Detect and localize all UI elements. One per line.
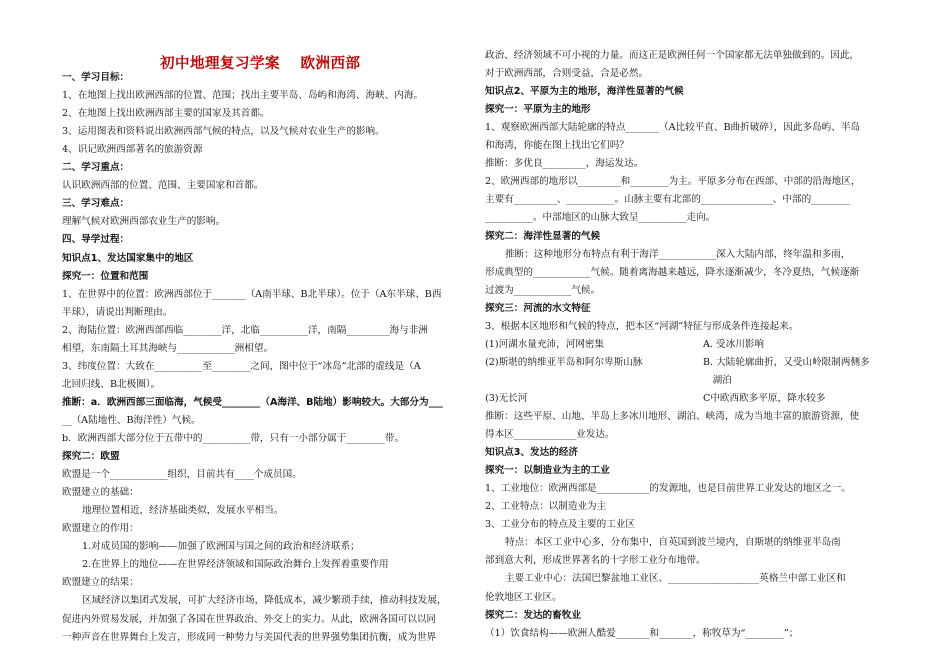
text-line: 推断：这种地形分布特点有利于海洋____________深入大陆内部，终年温和多雨， (505, 248, 851, 260)
text-line: 理解气候对欧洲西部农业生产的影响。 (62, 216, 226, 228)
text-line: 形成典型的____________气候。随着离海越来越远，降水逐渐减少，冬冷夏热，气候逐渐 (485, 266, 860, 278)
section-heading: 二、学习重点： (62, 162, 130, 174)
text-line: 主要工业中心：法国巴黎盆地工业区、___________________英格兰中部工业区和 (505, 573, 846, 585)
text-line: 1、工业地位：欧洲西部是___________的发源地，也是目前世界工业发达的地区之一。 (485, 483, 851, 495)
text-line: 2、工业特点：以制造业为主 (485, 501, 607, 513)
text-line: __________。中部地区的山脉大致呈__________走向。 (485, 212, 716, 224)
section-heading: 四、导学过程： (62, 234, 130, 246)
section-heading: 一、学习目标： (62, 72, 130, 83)
text-line: 欧盟建立的作用： (62, 523, 139, 535)
text-line: 3、纬度位置：大致在__________至________之间，图中位于“冰岛”北部的虚线是（A (62, 360, 421, 372)
text-line: __（A陆地性、B海洋性）气候。 (62, 414, 201, 426)
text-line (485, 357, 870, 369)
text-line: 政治、经济领域不可小视的力量。而这正是欧洲任何一个国家都无法单独做到的。因此， (485, 50, 860, 61)
text-line: 特点：本区工业中心多，分布集中，自英国到波兰境内，自斯堪的纳维亚半岛南 (505, 537, 841, 549)
text-line: 区域经济以集团式发展，可扩大经济市场，降低成本，减少繁琐手续，推动科技发展， (82, 595, 447, 607)
section-heading: 推断：a．欧洲西部三面临海，气候受________（A海洋、B陆地）影响较大。大部分为___ (62, 396, 443, 408)
section-heading: 探究二：欧盟 (62, 451, 120, 463)
match-left-item: (2)斯堪的纳维亚半岛和阿尔卑斯山脉 (485, 356, 643, 368)
section-heading: 知识点1、发达国家集中的地区 (62, 252, 194, 264)
text-line (485, 375, 732, 387)
text-line: 主要有_________、__________。山脉主要有北部的_______________、中部的________ (485, 194, 850, 206)
match-right-item: 湖泊 (703, 374, 732, 386)
match-left-item: (3)无长河 (485, 392, 528, 404)
text-line: 推断：这些平原、山地、半岛上多冰川地形、湖泊、峡湾，成为当地丰富的旅游资源，使 (485, 411, 860, 422)
match-left-item: (1)河湖水量充沛，河网密集 (485, 338, 605, 350)
text-line: 对于欧洲西部，合则受益，合是必然。 (485, 68, 649, 80)
text-line: 3、根据本区地形和气候的特点，把本区“河湖”特征与形成条件连接起来。 (485, 320, 799, 332)
text-line: 伦敦地区工业区。 (485, 591, 562, 603)
text-line: 1、观察欧洲西部大陆轮廓的特点_______（A比较平直、B曲折破碎），因此多岛屿、半岛 (485, 122, 861, 134)
text-line: 一种声音在世界舞台上发言，形成同一种势力与美国代表的世界强势集团抗衡，成为世界 (62, 631, 437, 643)
match-right-item: B. 大陆轮廓曲折，又受山岭限制两侧多 (703, 356, 870, 368)
match-right-item: A. 受冰川影响 (703, 338, 764, 350)
text-line: 相望，东南隔土耳其海峡与____________洲相望。 (62, 342, 274, 354)
text-line: （1）饮食结构——欧洲人酷爱_______和_______，称牧草为“________”； (485, 627, 799, 639)
text-line: 3、运用图表和资料说出欧洲西部气候的特点，以及气候对农业生产的影响。 (62, 126, 385, 138)
text-line: 过渡为____________气候。 (485, 284, 601, 296)
section-heading: 探究一：平原为主的地形 (485, 104, 591, 116)
text-line: 推断：多优良_________，海运发达。 (485, 158, 644, 170)
text-line: 半球），请说出判断理由。 (62, 306, 173, 318)
text-line: 欧盟是一个____________组织，目前共有____个成员国。 (62, 469, 302, 481)
text-line: 4、识记欧洲西部著名的旅游资源 (62, 144, 203, 156)
text-line (485, 393, 825, 405)
text-line: 认识欧洲西部的位置、范围、主要国家和首都。 (62, 180, 264, 192)
text-line: 2、海陆位置：欧洲西部西临________洋，北临__________洋，南隔_________海与非洲 (62, 324, 428, 336)
section-heading: 探究三：河流的水文特征 (485, 302, 591, 314)
page-title: 初中地理复习学案 欧洲西部 (160, 56, 361, 72)
match-right-item: C中欧西欧多平原，降水较多 (703, 392, 826, 404)
section-heading: 探究二：海洋性显著的气候 (485, 230, 601, 242)
text-line: 欧盟建立的基础： (62, 487, 139, 499)
text-line: 2、欧洲西部的地形以_________和________为主。平原多分布在西部、中部的沿海地区， (485, 176, 861, 188)
text-line: 北回归线、B北极圈）。 (62, 378, 161, 390)
text-line: 地理位置相近，经济基础类似，发展水平相当。 (82, 505, 284, 517)
text-line: 3、工业分布的特点及主要的工业区 (485, 519, 636, 531)
section-heading: 探究二：发达的畜牧业 (485, 609, 581, 621)
text-line: 1、在地图上找出欧洲西部的位置、范围；找出主要半岛、岛屿和海湾、海峡、内海。 (62, 90, 424, 102)
section-heading: 探究一：以制造业为主的工业 (485, 465, 610, 477)
text-line: 促进内外贸易发展，并加强了各国在世界政治、外交上的实力。从此，欧洲各国可以以同 (62, 613, 437, 625)
section-heading: 知识点2、平原为主的地形，海洋性显著的气候 (485, 86, 684, 98)
text-line: 1、在世界中的位置：欧洲西部位于_______（A南半球、B北半球）。位于（A东半球、B西 (62, 288, 442, 300)
section-heading: 三、学习难点： (62, 198, 130, 210)
text-line: 1.对成员国的影响——加强了欧洲国与国之间的政治和经济联系； (82, 541, 360, 553)
text-line: 2.在世界上的地位——在世界经济领域和国际政治舞台上发挥着重要作用 (82, 559, 389, 571)
section-heading: 知识点3、发达的经济 (485, 447, 579, 459)
section-heading: 探究一：位置和范围 (62, 270, 149, 282)
text-line: 部到意大利，形成世界著名的十字形工业分布地带。 (485, 555, 706, 567)
text-line: 得本区_____________业发达。 (485, 429, 615, 441)
text-line: 2、在地图上找出欧洲西部主要的国家及其首都。 (62, 108, 270, 120)
text-line (485, 339, 764, 351)
text-line: 和海湾，你能在图上找出它们吗？ (485, 140, 629, 152)
text-line: b．欧洲西部大部分位于五带中的__________带，只有一小部分属于________带。 (62, 433, 404, 444)
text-line: 欧盟建立的结果： (62, 577, 139, 589)
